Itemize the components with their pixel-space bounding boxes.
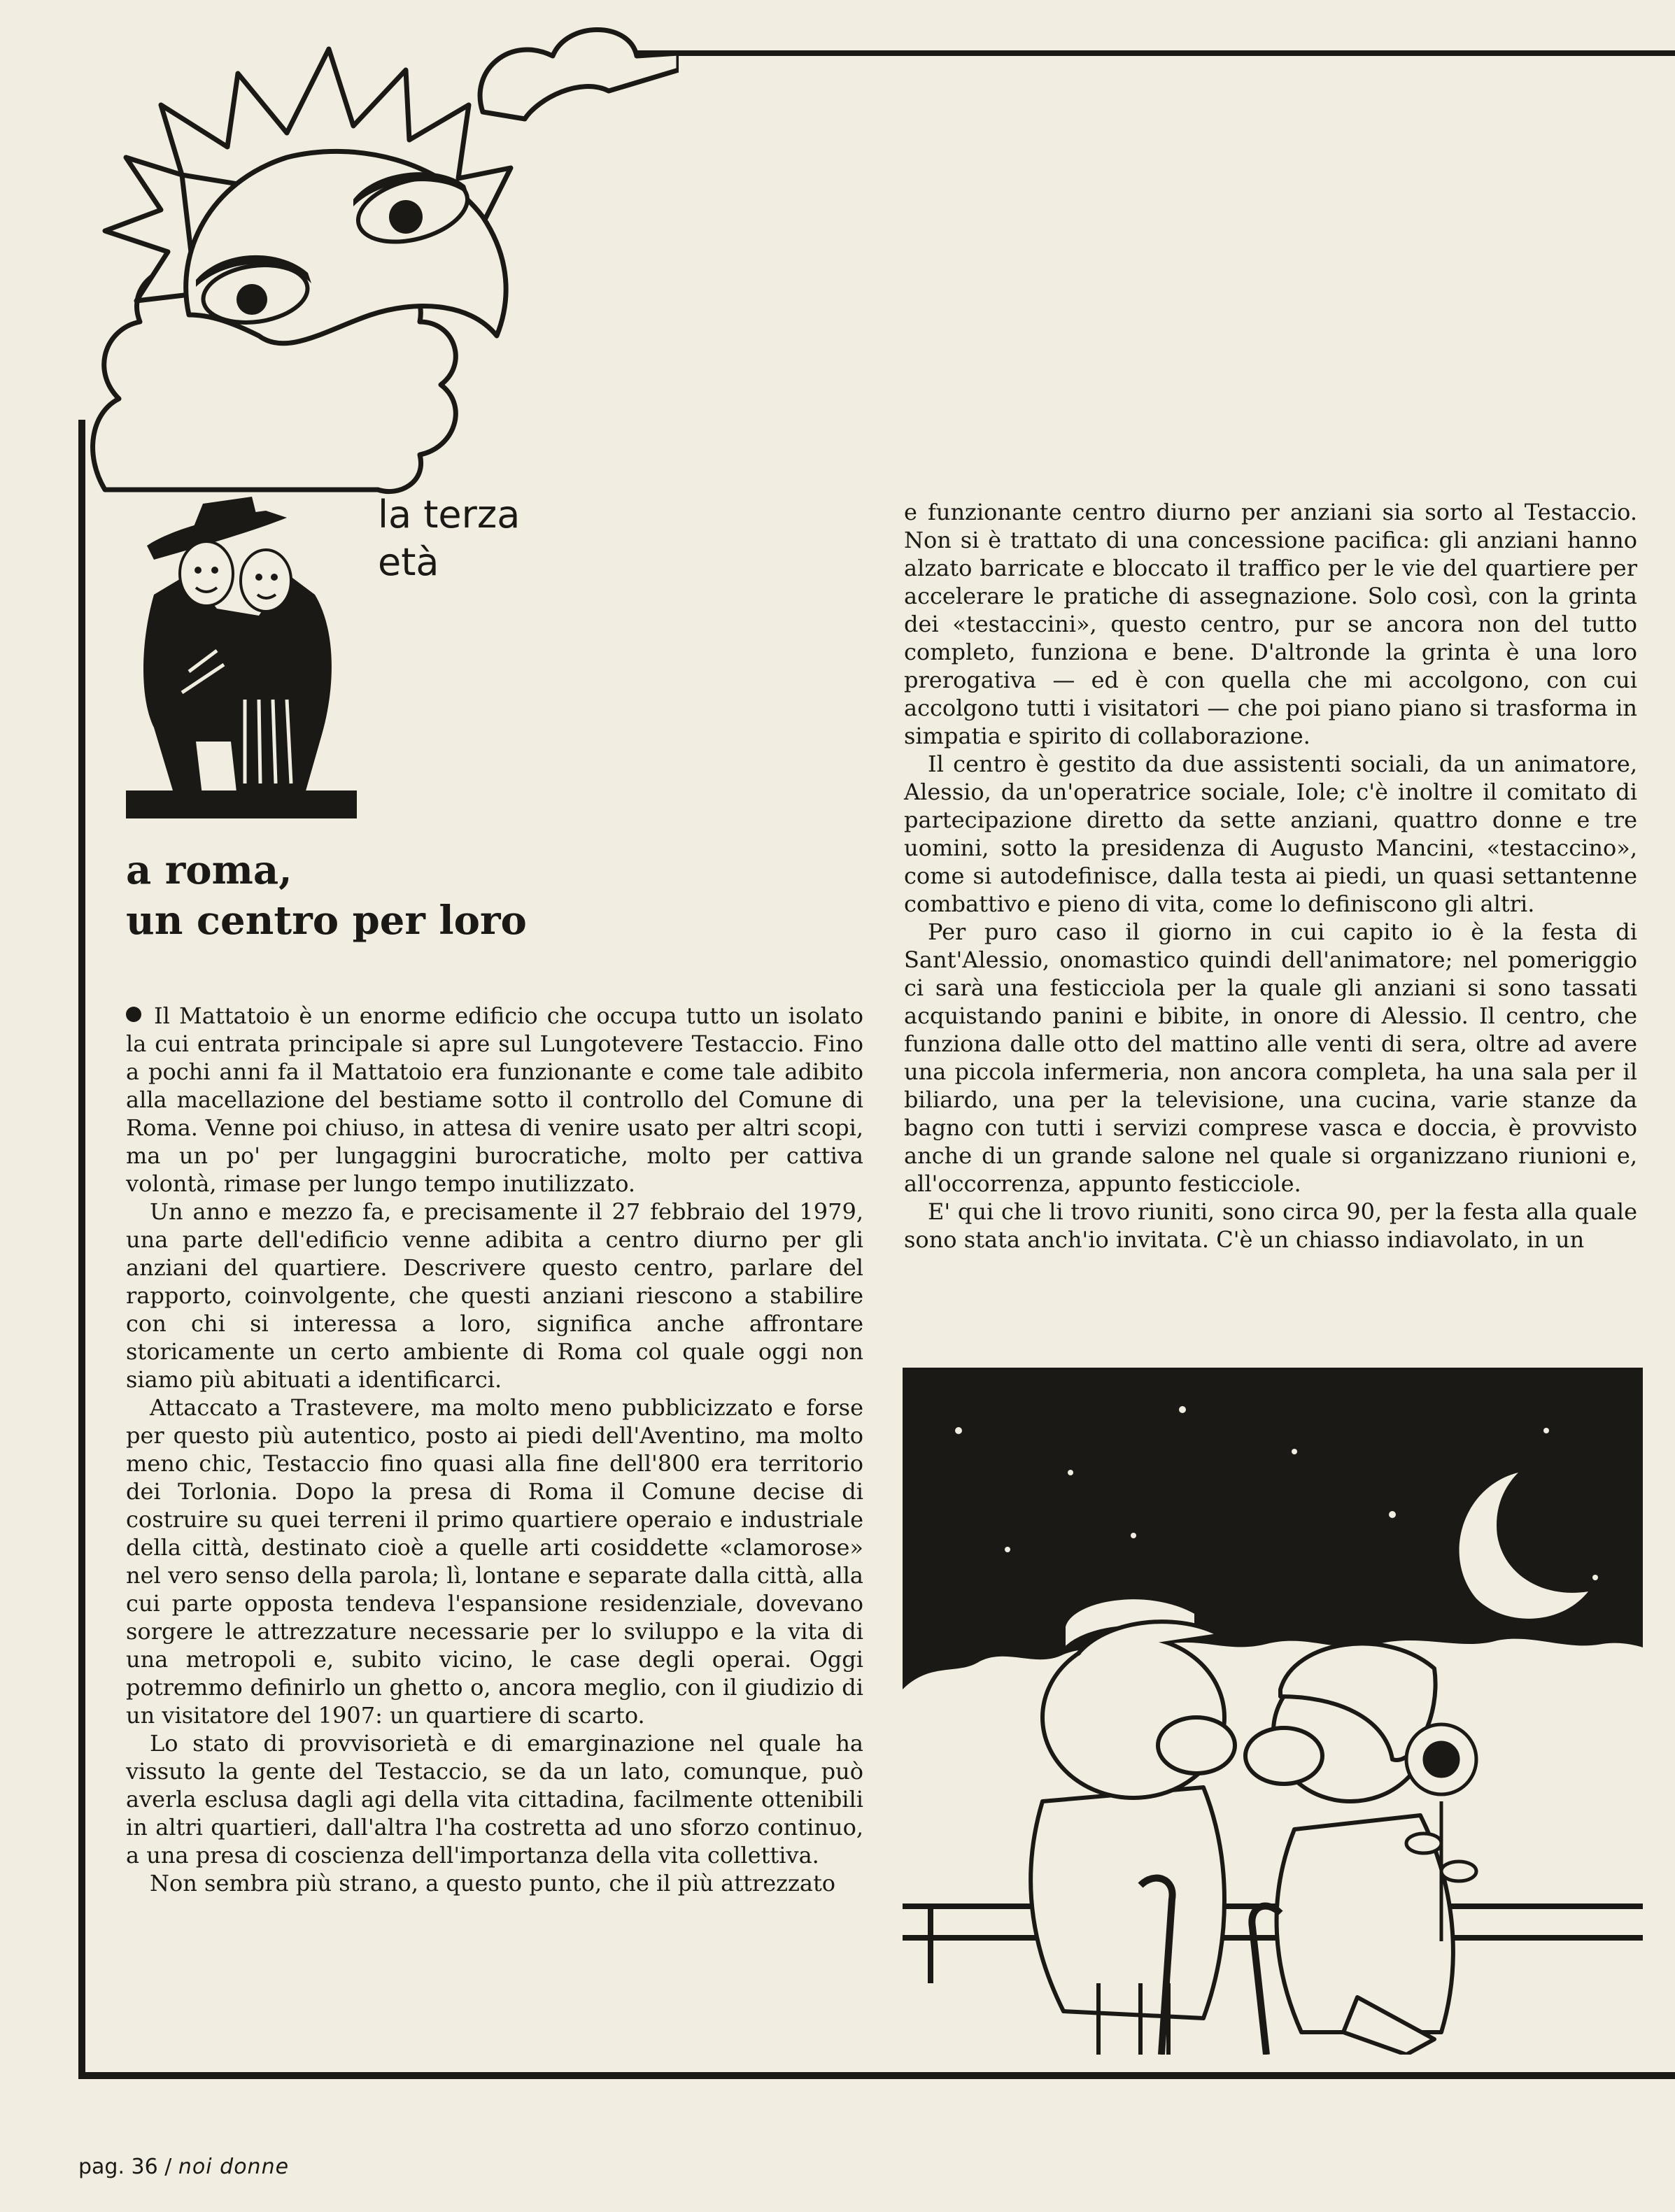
- right-paragraph: E' qui che li trovo riuniti, sono circa 90, per la festa alla quale sono stata anch'io invitata. C'è un chiasso indiavolato, in un: [904, 1198, 1637, 1253]
- bullet-icon: [126, 1007, 141, 1022]
- right-paragraph: Il centro è gestito da due assistenti sociali, da un animatore, Alessio, da un'operatrice sociale, Iole; c'è inoltre il comitato di partecipazione diretto da sette anziani, quattro donne e tre uomini, sotto la presidenza di Augusto Mancini, «testaccino», come si autodefinisce, dalla testa ai piedi, un quasi settantenne combattivo e pieno di vita, come lo definiscono gli altri.: [904, 751, 1637, 917]
- footer-separator: /: [164, 2155, 172, 2179]
- right-paragraph: e funzionante centro diurno per anziani sia sorto al Testaccio. Non si è trattato di una concessione pacifica: gli anziani hanno alzato barricate e bloccato il traffico per le vie del quartiere per accelerare le pratiche di assegnazione. Solo così, con la grinta dei «testaccini», questo centro, pur se ancora non del tutto completo, funziona e bene. D'altronde la grinta è una loro prerogativa — ed è con quella che mi accolgono, con cui accolgono tutti i visitatori — che poi piano piano si trasforma in simpatia e spirito di collaborazione.: [904, 499, 1637, 749]
- left-paragraph: Attaccato a Trastevere, ma molto meno pubblicizzato e forse per questo più autentico, posto ai piedi dell'Aventino, ma molto meno chic, Testaccio fino quasi alla fine dell'800 era territorio dei Torlonia. Dopo la presa di Roma il Comune decise di costruire su quei terreni il primo quartiere operaio e industriale della città, destinato cioè a quelle arti cosiddette «clamorose» nel vero senso della parola; lì, lontane e separate dalla città, alla cui parte opposta tendeva l'espansione residenziale, dovevano sorgere le attrezzature necessarie per lo sviluppo e la vita di una metropoli e, subito vicino, le case degli operai. Oggi potremmo definirlo un ghetto o, ancora meglio, con il giudizio di un visitatore del 1907: un quartiere di scarto.: [126, 1394, 863, 1729]
- left-paragraph: Lo stato di provvisorietà e di emarginazione nel quale ha vissuto la gente del Testaccio, se da un lato, comunque, può averla esclusa dagli agi della vita cittadina, facilmente ottenibili in altri quartieri, dall'altra l'ha costretta ad uno sforzo continuo, a una presa di coscienza dell'importanza della vita collettiva.: [126, 1730, 863, 1869]
- right-column: [904, 498, 1637, 1254]
- article-headline: [126, 845, 658, 946]
- left-column: [126, 1002, 863, 1897]
- page-footer: [78, 2155, 289, 2179]
- sun-illustration: [77, 7, 679, 497]
- bottom-rule: [78, 2072, 1675, 2079]
- night-couple-illustration: [903, 1368, 1643, 2055]
- elderly-couple-illustration: [126, 490, 357, 818]
- left-paragraph: Non sembra più strano, a questo punto, che il più attrezzato: [150, 1870, 836, 1896]
- section-label-line2: età: [378, 540, 439, 584]
- top-rule: [616, 50, 1675, 56]
- left-paragraph: Un anno e mezzo fa, e precisamente il 27 febbraio del 1979, una parte dell'edificio venne adibita a centro diurno per gli anziani del quartiere. Descrivere questo centro, parlare del rapporto, coinvolgente, che questi anziani riescono a stabilire con chi si interessa a loro, significa anche affrontare storicamente un certo ambiente di Roma col quale oggi non siamo più abituati a identificarci.: [126, 1198, 863, 1393]
- section-label: [378, 491, 520, 586]
- paragraph-text: Il Mattatoio è un enorme edificio che occupa tutto un isolato la cui entrata principale si apre sul Lungotevere Testaccio. Fino a pochi anni fa il Mattatoio era funzionante e come tale adibito alla macellazione del bestiame sotto il controllo del Comune di Roma. Venne poi chiuso, in attesa di venire usato per altri scopi, ma un po' per lungaggini burocratiche, molto per cattiva volontà, rimase per lungo tempo inutilizzato.: [126, 1002, 863, 1197]
- page-number: pag. 36: [78, 2155, 158, 2179]
- headline-line1: a roma,: [126, 847, 292, 893]
- left-paragraph: [126, 1002, 863, 1198]
- right-paragraph: Per puro caso il giorno in cui capito io è la festa di Sant'Alessio, onomastico quindi dell'animatore; nel pomeriggio ci sarà una festicciola per la quale gli anziani si sono tassati acquistando panini e bibite, in onore di Alessio. Il centro, che funziona dalle otto del mattino alle venti di sera, oltre ad avere una piccola infermeria, non ancora completa, ha una sala per il biliardo, una per la televisione, una cucina, varie stanze da bagno con tutti i servizi comprese vasca e doccia, è provvisto anche di un grande salone nel quale si organizzano riunioni e, all'occorrenza, appunto festicciole.: [904, 919, 1637, 1197]
- section-label-line1: la terza: [378, 492, 521, 537]
- headline-line2: un centro per loro: [126, 898, 527, 944]
- magazine-name: noi donne: [178, 2155, 290, 2179]
- left-rule: [78, 420, 85, 2079]
